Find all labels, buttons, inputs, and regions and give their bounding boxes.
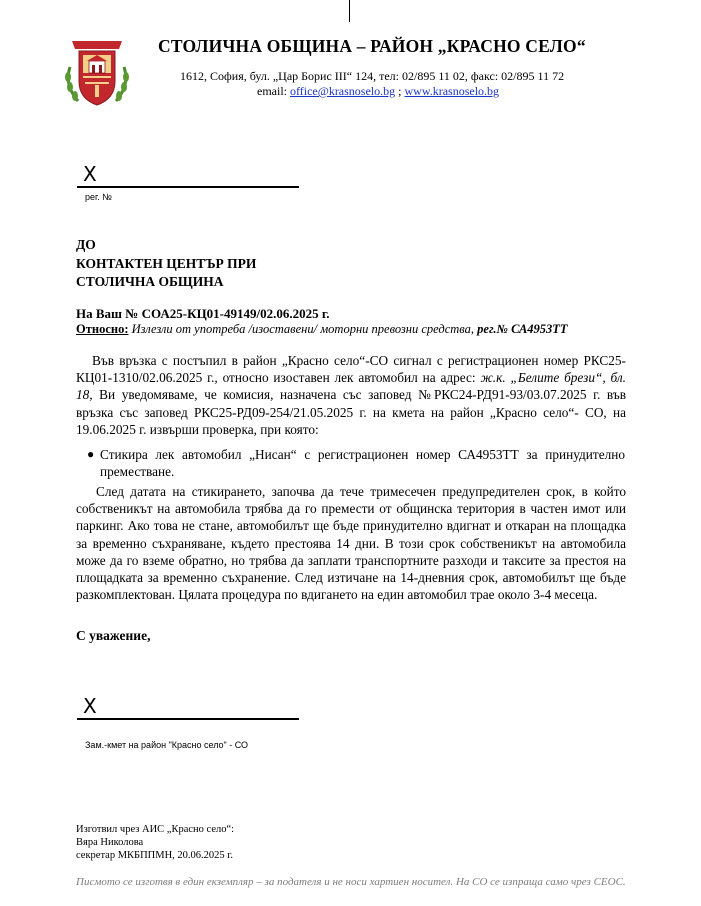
subject-text: Излезли от употреба /изоставени/ моторни превозни средства,	[128, 322, 478, 336]
email-link[interactable]: office@krasnoselo.bg	[290, 84, 396, 98]
address-line: 1612, София, бул. „Цар Борис III“ 124, тел: 02/895 11 02, факс: 02/895 11 72	[180, 69, 565, 83]
paragraph-1-intro: Във връзка с постъпил в район „Красно село“-СО сигнал с регистрационен номер РКС25-КЦ01-1310/02.06.2025 г., относно изоставен лек автомобил на адрес:	[76, 353, 626, 386]
body-paragraph-1	[76, 352, 626, 438]
prepared-by-line-1: Изготвил чрез АИС „Красно село“:	[76, 824, 235, 835]
email-prefix: email:	[257, 84, 290, 98]
closing-regards: С уважение,	[76, 628, 151, 643]
prepared-by-block	[76, 823, 234, 862]
bullet-text: Стикира лек автомобил „Нисан“ с регистрационен номер СА4953ТТ за принудително преместване.	[100, 447, 625, 480]
signature-mark-bottom: X	[83, 694, 97, 718]
signature-mark-top: X	[83, 162, 97, 186]
recipient-line-2: КОНТАКТЕН ЦЕНТЪР ПРИ	[76, 255, 257, 271]
signature-line-top	[77, 186, 299, 188]
prepared-by-line-3: секретар МКБППМН, 20.06.2025 г.	[76, 850, 234, 861]
subject-label: Относно:	[76, 322, 129, 336]
recipient-line-1: ДО	[76, 237, 96, 252]
subject-registration: рег.№ СА4953ТТ	[477, 322, 568, 336]
contact-line	[257, 84, 499, 99]
district-crest-logo	[62, 37, 132, 109]
link-separator: ;	[395, 84, 405, 98]
prepared-by-line-2: Вяра Николова	[76, 837, 144, 848]
website-link[interactable]: www.krasnoselo.bg	[404, 84, 500, 98]
crest-icon	[62, 37, 132, 109]
signature-line-bottom	[77, 718, 299, 720]
subject-line	[76, 322, 568, 337]
signatory-title: Зам.-кмет на район "Красно село" - СО	[85, 740, 249, 750]
incident-address: ж.к. „Белите брези“, бл. 18,	[76, 370, 626, 403]
recipient-block	[76, 236, 256, 292]
top-divider	[349, 0, 350, 22]
bullet-item	[87, 446, 625, 480]
bullet-dot-icon: ●	[87, 447, 95, 461]
distribution-note: Писмото се изготвя в един екземпляр – за подателя и не носи хартиен носител. На СО се изпраща само чрез СЕОС.	[76, 876, 626, 888]
organization-title: СТОЛИЧНА ОБЩИНА – РАЙОН „КРАСНО СЕЛО“	[158, 36, 586, 56]
recipient-line-3: СТОЛИЧНА ОБЩИНА	[76, 274, 224, 289]
paragraph-1-rest: Ви уведомяваме, че комисия, назначена със заповед №РКС24-РД91-93/03.07.2025 г. във връзка със заповед РКС25-РД09-254/21.05.2025 г. на кмета на район „Красно село“- СО, на 19.06.2025 г. извърши проверка, при която:	[76, 387, 626, 437]
body-paragraph-2: След датата на стикирането, започва да тече тримесечен предупредителен срок, в който собственикът на автомобила трябва да го премести от общинска територия в частен имот или паркинг. Ако това не стане, автомобилът ще бъде принудително вдигнат и откаран на площадка за временно съхраняване, където престоява 14 дни. В този срок собственикът на автомобила може да го вземе обратно, но трябва да заплати транспортните разходи и таксите за престоя на площадката за временно съхранение. След изтичане на 14-дневния срок, автомобилът ще бъде разкомплектован. Цялата процедура по вдигането на един автомобил трае около 3-4 месеца.	[76, 484, 626, 603]
reference-number: На Ваш № СОА25-КЦ01-49149/02.06.2025 г.	[76, 306, 330, 321]
registration-number-label: рег. №	[85, 192, 112, 202]
